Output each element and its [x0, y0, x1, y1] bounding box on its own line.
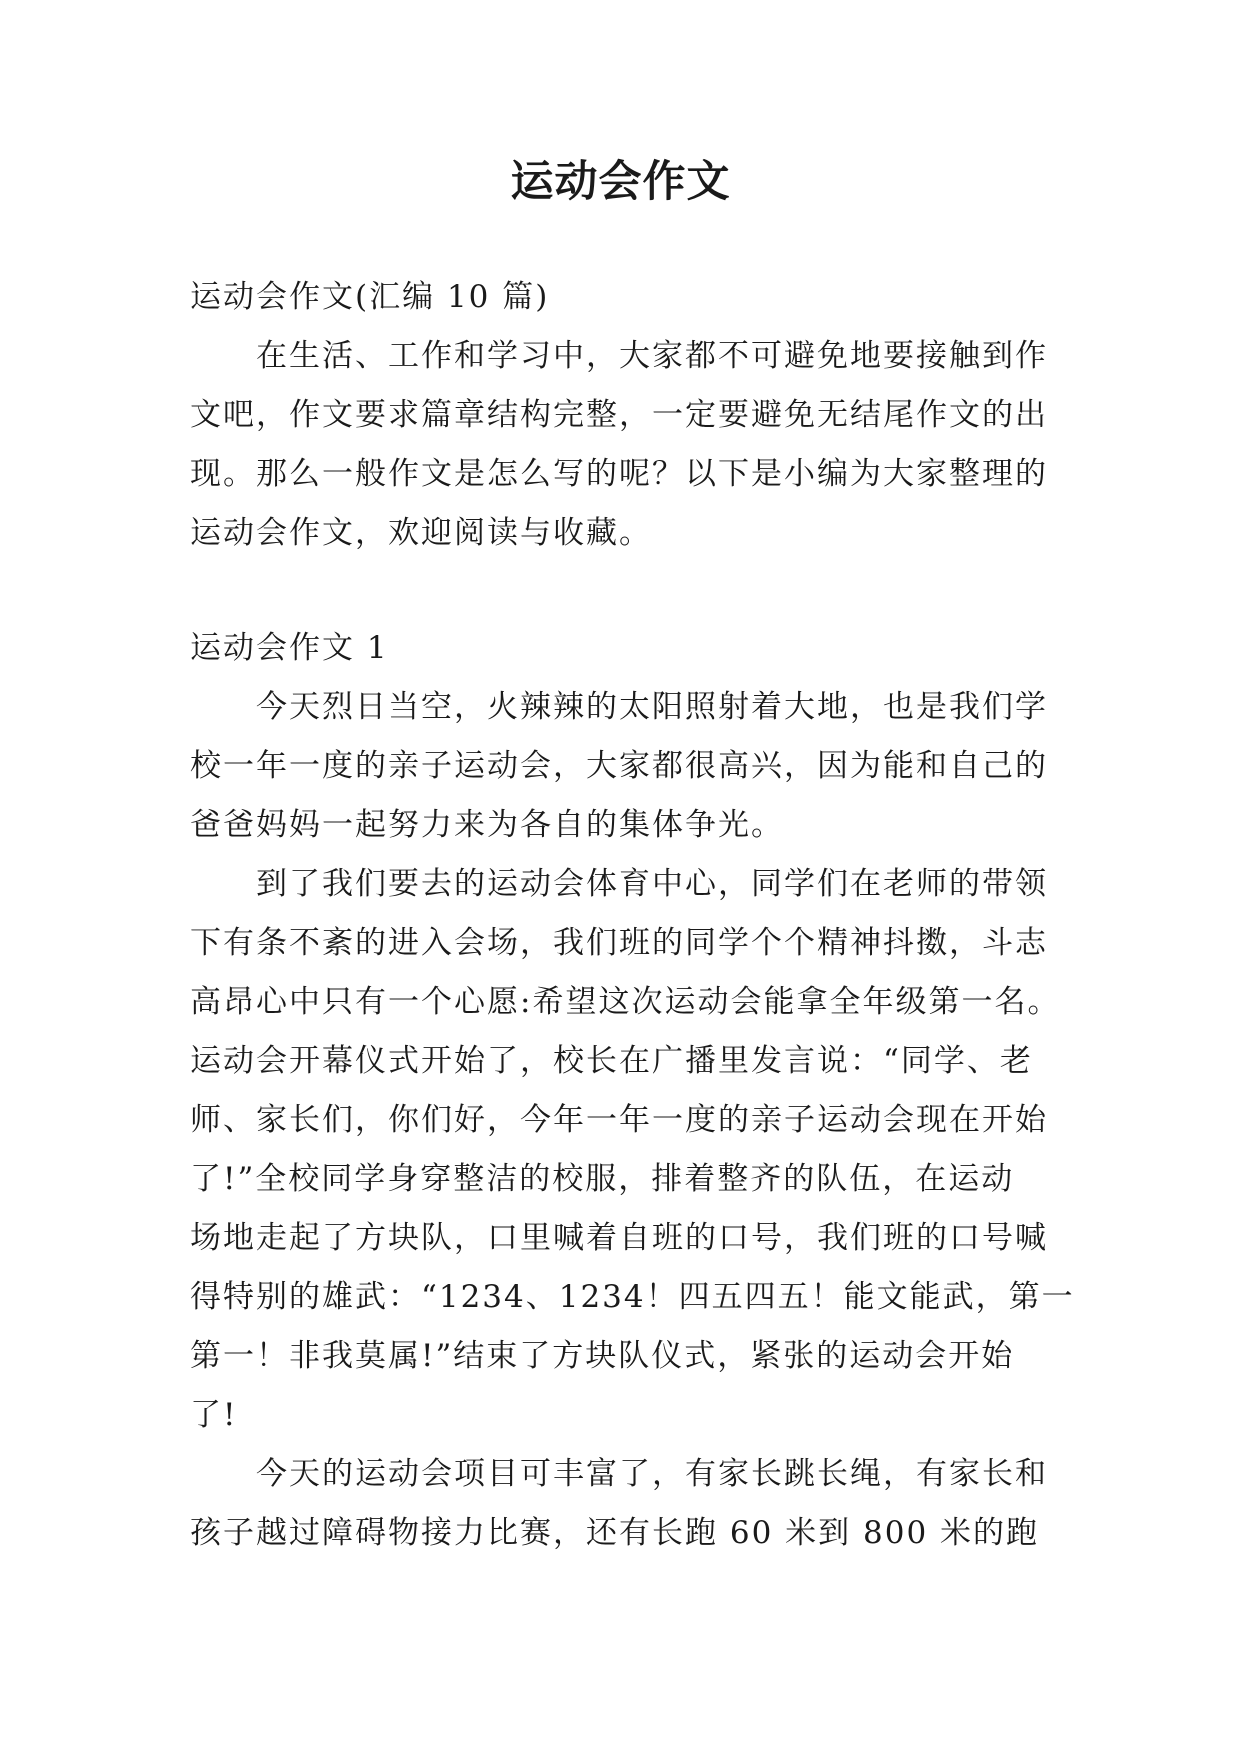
text-line: 现。那么一般作文是怎么写的呢？以下是小编为大家整理的: [190, 456, 1048, 492]
document-title: 运动会作文: [510, 157, 731, 207]
text-line: 场地走起了方块队，口里喊着自班的口号，我们班的口号喊: [190, 1220, 1048, 1256]
text-line: 孩子越过障碍物接力比赛，还有长跑 60 米到 800 米的跑: [190, 1515, 1040, 1551]
document-subtitle: 运动会作文(汇编 10 篇): [190, 279, 550, 315]
text-line: 下有条不紊的进入会场，我们班的同学个个精神抖擞，斗志: [190, 925, 1048, 961]
section-heading: 运动会作文 1: [190, 630, 389, 666]
text-line: 师、家长们，你们好，今年一年一度的亲子运动会现在开始: [190, 1102, 1048, 1138]
text-line: 得特别的雄武：“1234、1234！四五四五！能文能武，第一: [190, 1279, 1075, 1315]
text-line: 今天的运动会项目可丰富了，有家长跳长绳，有家长和: [256, 1456, 1048, 1492]
text-line: 高昂心中只有一个心愿:希望这次运动会能拿全年级第一名。: [190, 984, 1061, 1020]
text-line: 运动会作文，欢迎阅读与收藏。: [190, 515, 652, 551]
text-line: 了!: [190, 1397, 238, 1433]
paragraph-2: [190, 855, 1075, 1445]
text-line: 在生活、工作和学习中，大家都不可避免地要接触到作: [256, 338, 1048, 374]
text-line: 第一！非我莫属!”结束了方块队仪式，紧张的运动会开始: [190, 1338, 1015, 1374]
text-line: 今天烈日当空，火辣辣的太阳照射着大地，也是我们学: [256, 689, 1048, 725]
text-line: 校一年一度的亲子运动会，大家都很高兴，因为能和自己的: [190, 748, 1048, 784]
document-body: [190, 268, 1075, 1563]
section-spacer: [190, 563, 1052, 619]
text-line: 了!”全校同学身穿整洁的校服，排着整齐的队伍，在运动: [190, 1161, 1015, 1197]
text-line: 运动会开幕仪式开始了，校长在广播里发言说：“同学、老: [190, 1043, 1033, 1079]
intro-paragraph: [190, 327, 1052, 563]
text-line: 到了我们要去的运动会体育中心，同学们在老师的带领: [256, 866, 1048, 902]
paragraph-3: [190, 1445, 1052, 1563]
text-line: 文吧，作文要求篇章结构完整，一定要避免无结尾作文的出: [190, 397, 1048, 433]
text-line: 爸爸妈妈一起努力来为各自的集体争光。: [190, 807, 784, 843]
paragraph-1: [190, 678, 1052, 855]
